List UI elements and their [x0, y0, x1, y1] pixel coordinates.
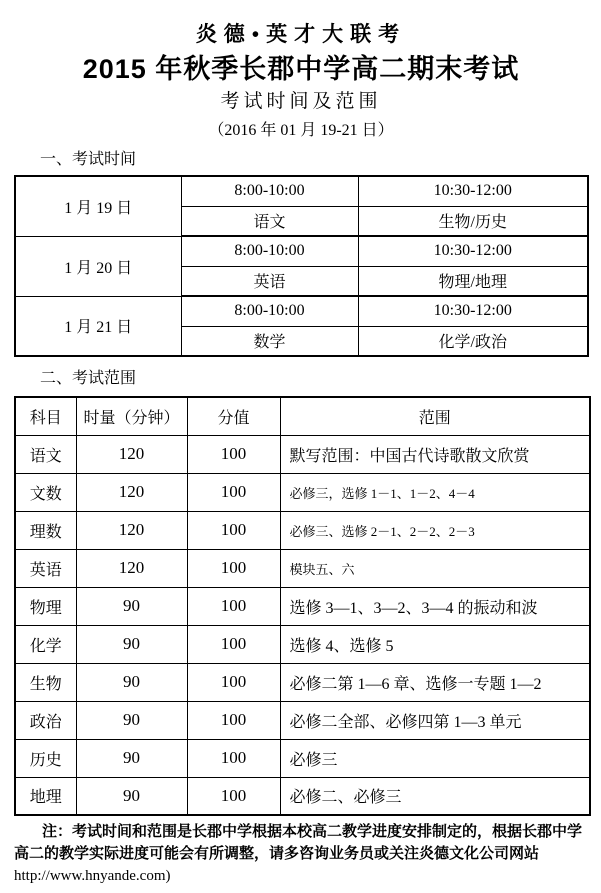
duration-cell: 90: [76, 587, 187, 625]
duration-cell: 90: [76, 625, 187, 663]
range-cell: 选修 3—1、3—2、3—4 的振动和波: [280, 587, 590, 625]
range-cell: 必修三: [280, 739, 590, 777]
score-cell: 100: [187, 549, 280, 587]
exam-date-range: （2016 年 01 月 19-21 日）: [208, 122, 394, 139]
schedule-date-cell: 1 月 20 日: [15, 236, 181, 296]
table-row: [15, 473, 590, 511]
duration-cell: 120: [76, 549, 187, 587]
column-header-duration: 时量（分钟）: [76, 397, 187, 435]
schedule-subject-cell: 物理/地理: [358, 266, 588, 296]
footer-url: http://www.hnyande.com): [14, 868, 171, 884]
subject-cell: 历史: [15, 739, 76, 777]
score-cell: 100: [187, 663, 280, 701]
exam-scope-table: [14, 396, 591, 816]
score-cell: 100: [187, 777, 280, 815]
table-row: [15, 777, 590, 815]
subject-cell: 政治: [15, 701, 76, 739]
table-row: [15, 701, 590, 739]
range-cell: 必修二全部、必修四第 1—3 单元: [280, 701, 590, 739]
column-header-subject: 科目: [15, 397, 76, 435]
schedule-subject-cell: 语文: [181, 206, 358, 236]
schedule-time-cell: 8:00-10:00: [181, 236, 358, 266]
schedule-subject-cell: 数学: [181, 326, 358, 356]
score-cell: 100: [187, 473, 280, 511]
footer-note-line2: 高二的教学实际进度可能会有所调整，请多咨询业务员或关注炎德文化公司网站: [14, 845, 540, 862]
schedule-time-cell: 8:00-10:00: [181, 296, 358, 326]
duration-cell: 90: [76, 777, 187, 815]
table-row: [15, 511, 590, 549]
range-cell: 必修三、选修 2－1、2－2、2－3: [280, 511, 590, 549]
table-row: [15, 625, 590, 663]
subject-cell: 语文: [15, 435, 76, 473]
table-row: [15, 176, 588, 206]
schedule-time-cell: 10:30-12:00: [358, 236, 588, 266]
schedule-date-cell: 1 月 19 日: [15, 176, 181, 236]
subject-cell: 地理: [15, 777, 76, 815]
table-row: [15, 435, 590, 473]
table-row: [15, 549, 590, 587]
subject-cell: 化学: [15, 625, 76, 663]
document-header: [14, 20, 588, 142]
table-row: [15, 739, 590, 777]
duration-cell: 90: [76, 739, 187, 777]
exam-time-table: [14, 175, 589, 357]
table-row: [15, 296, 588, 326]
schedule-subject-cell: 英语: [181, 266, 358, 296]
score-cell: 100: [187, 511, 280, 549]
table-row: [15, 587, 590, 625]
range-cell: 选修 4、选修 5: [280, 625, 590, 663]
range-cell: 必修二第 1—6 章、选修一专题 1—2: [280, 663, 590, 701]
schedule-time-cell: 10:30-12:00: [358, 296, 588, 326]
duration-cell: 120: [76, 511, 187, 549]
section-heading-exam-scope: 二、考试范围: [40, 370, 137, 387]
duration-cell: 120: [76, 435, 187, 473]
range-cell: 必修三，选修 1－1、1－2、4－4: [280, 473, 590, 511]
subject-cell: 生物: [15, 663, 76, 701]
duration-cell: 120: [76, 473, 187, 511]
schedule-subject-cell: 化学/政治: [358, 326, 588, 356]
range-cell: 默写范围：中国古代诗歌散文欣赏: [280, 435, 590, 473]
score-cell: 100: [187, 625, 280, 663]
table-header-row: [15, 397, 590, 435]
footer-note-line1: 注：考试时间和范围是长郡中学根据本校高二教学进度安排制定的，根据长郡中学: [42, 823, 583, 840]
schedule-date-cell: 1 月 21 日: [15, 296, 181, 356]
duration-cell: 90: [76, 663, 187, 701]
subject-cell: 英语: [15, 549, 76, 587]
subject-cell: 文数: [15, 473, 76, 511]
score-cell: 100: [187, 587, 280, 625]
organization-title: 炎德•英才大联考: [195, 22, 407, 46]
score-cell: 100: [187, 435, 280, 473]
subject-cell: 理数: [15, 511, 76, 549]
score-cell: 100: [187, 701, 280, 739]
subject-cell: 物理: [15, 587, 76, 625]
page-title: 2015 年秋季长郡中学高二期末考试: [82, 54, 520, 84]
schedule-time-cell: 8:00-10:00: [181, 176, 358, 206]
duration-cell: 90: [76, 701, 187, 739]
schedule-time-cell: 10:30-12:00: [358, 176, 588, 206]
table-row: [15, 663, 590, 701]
score-cell: 100: [187, 739, 280, 777]
schedule-subject-cell: 生物/历史: [358, 206, 588, 236]
section-heading-exam-time: 一、考试时间: [40, 151, 137, 168]
range-cell: 模块五、六: [280, 549, 590, 587]
column-header-range: 范围: [280, 397, 590, 435]
page-subtitle: 考试时间及范围: [220, 91, 382, 112]
table-row: [15, 236, 588, 266]
range-cell: 必修二、必修三: [280, 777, 590, 815]
column-header-score: 分值: [187, 397, 280, 435]
footer-note: [14, 821, 588, 887]
